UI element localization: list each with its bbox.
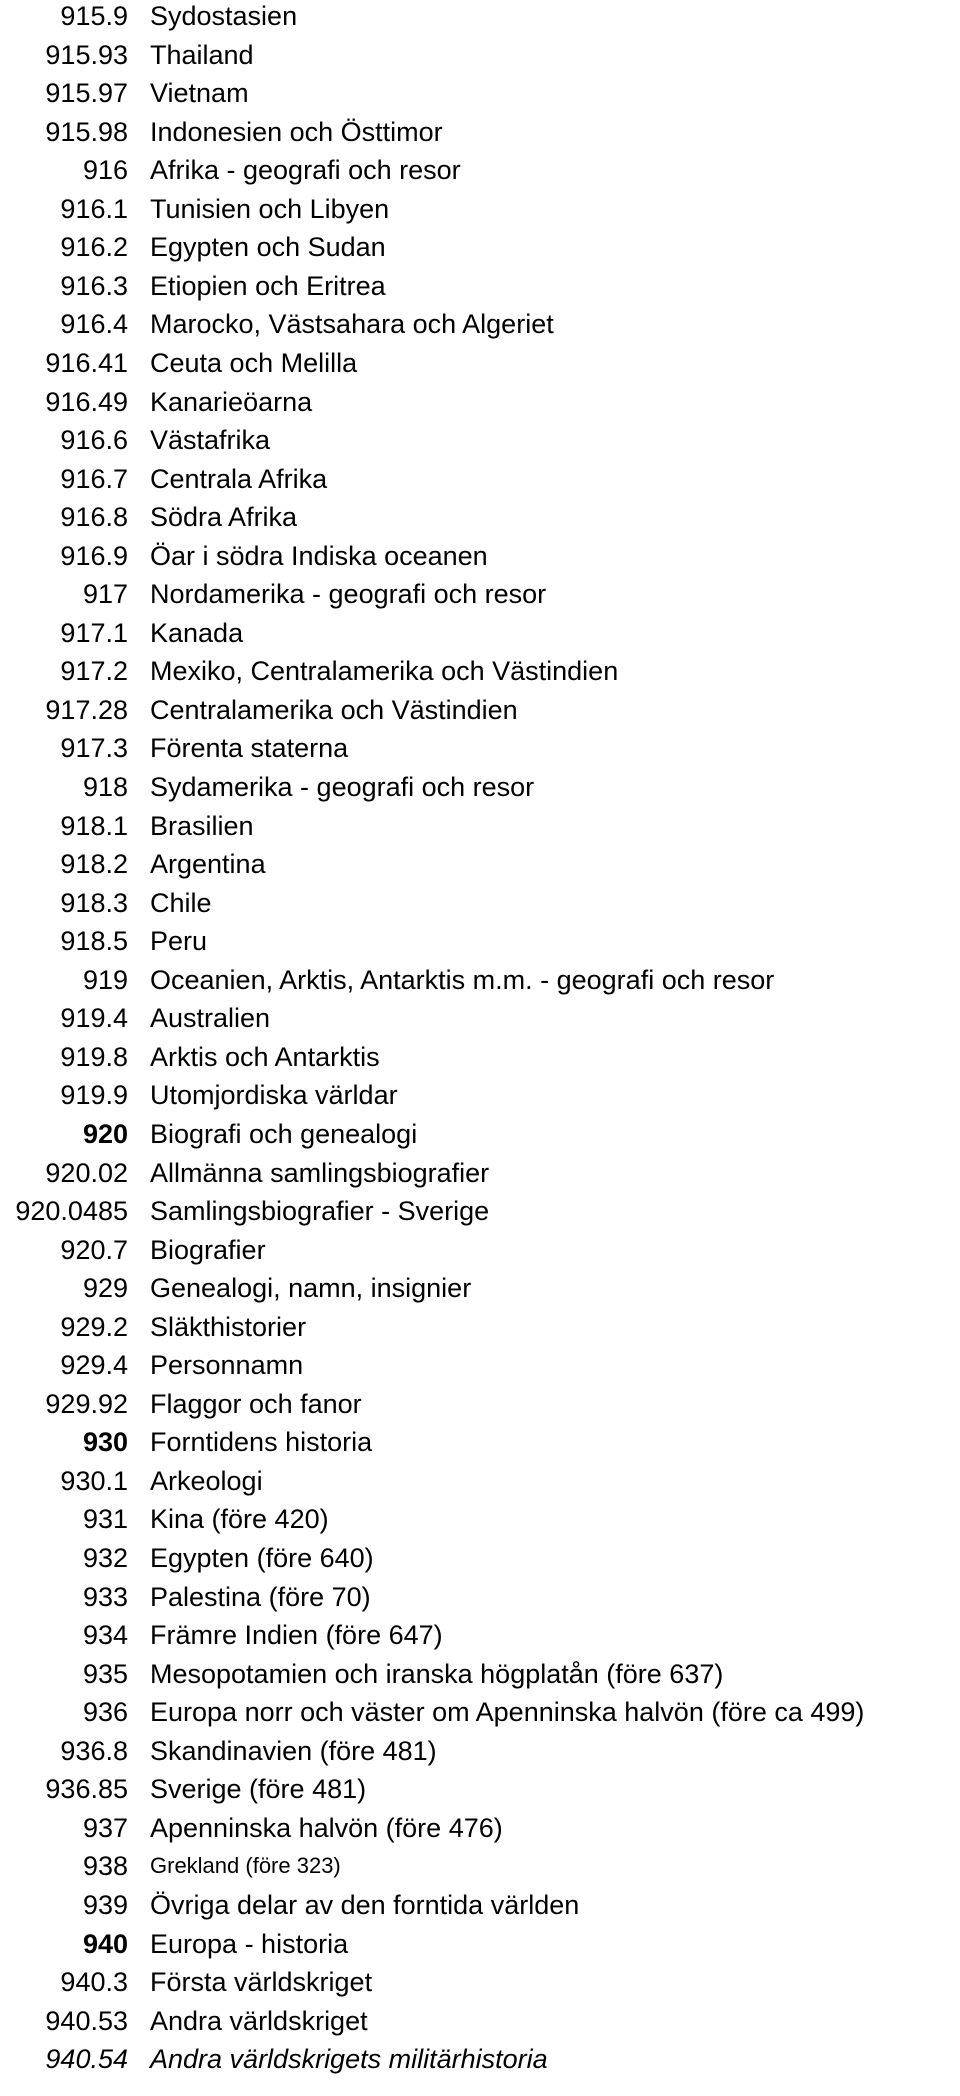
list-item [0, 113, 960, 151]
classification-label: Flaggor och fanor [150, 1388, 362, 1419]
classification-code: 930.1 [60, 1465, 128, 1496]
list-item [0, 1655, 960, 1693]
classification-label: Arkeologi [150, 1465, 263, 1496]
list-item [0, 1809, 960, 1847]
list-item [0, 1192, 960, 1230]
classification-label: Europa norr och väster om Apenninska halvön (före ca 499) [150, 1697, 865, 1728]
classification-code: 915.97 [45, 78, 128, 109]
list-item [0, 498, 960, 536]
classification-code: 916.7 [60, 463, 128, 494]
list-item [0, 421, 960, 459]
classification-code: 915.9 [60, 1, 128, 31]
list-item [0, 768, 960, 806]
classification-label: Indonesien och Östtimor [150, 116, 443, 147]
list-item [0, 1578, 960, 1616]
list-item [0, 1886, 960, 1924]
list-item [0, 1616, 960, 1654]
list-item [0, 228, 960, 266]
list-item [0, 845, 960, 883]
classification-code: 936.8 [60, 1735, 128, 1766]
classification-label: Etiopien och Eritrea [150, 270, 386, 301]
classification-code: 931 [82, 1504, 128, 1535]
classification-label: Allmänna samlingsbiografier [150, 1157, 490, 1188]
classification-label: Sydostasien [150, 1, 298, 31]
classification-label: Nordamerika - geografi och resor [150, 579, 547, 610]
classification-code: 915.93 [45, 39, 128, 70]
list-item [0, 0, 960, 35]
list-item [0, 1462, 960, 1500]
classification-code: 919.9 [60, 1080, 128, 1111]
classification-code: 936 [82, 1697, 128, 1728]
classification-label: Södra Afrika [150, 502, 298, 533]
classification-code: 916 [82, 155, 128, 186]
classification-code: 932 [82, 1543, 128, 1573]
list-item [0, 267, 960, 305]
classification-label: Övriga delar av den forntida världen [150, 1889, 580, 1920]
classification-code: 916.8 [60, 502, 128, 533]
classification-code: 918.3 [60, 887, 128, 918]
classification-code: 916.2 [60, 232, 128, 263]
classification-label: Kina (före 420) [150, 1504, 329, 1535]
list-item [0, 36, 960, 74]
list-item [0, 344, 960, 382]
classification-label: Egypten och Sudan [150, 232, 386, 263]
classification-code: 935 [82, 1658, 128, 1689]
list-item [0, 1732, 960, 1770]
classification-code: 920.0485 [15, 1196, 128, 1227]
classification-label: Oceanien, Arktis, Antarktis m.m. - geografi och resor [150, 964, 775, 995]
list-item [0, 1038, 960, 1076]
classification-code: 933 [82, 1581, 128, 1612]
classification-label: Andra världskrigets militärhistoria [150, 2044, 548, 2075]
classification-code: 916.1 [60, 193, 128, 224]
list-item [0, 1076, 960, 1114]
classification-label: Skandinavien (före 481) [150, 1735, 437, 1766]
classification-label: Palestina (före 70) [150, 1581, 371, 1612]
classification-label: Afrika - geografi och resor [150, 155, 461, 186]
classification-code: 920.02 [45, 1157, 128, 1188]
classification-label: Genealogi, namn, insignier [150, 1273, 472, 1304]
classification-label: Kanarieöarna [150, 386, 313, 417]
classification-code: 916.6 [60, 425, 128, 456]
classification-label: Marocko, Västsahara och Algeriet [150, 309, 554, 340]
list-item [0, 1385, 960, 1423]
classification-code: 920 [82, 1118, 128, 1149]
classification-code: 918.5 [60, 926, 128, 957]
classification-code: 919.4 [60, 1003, 128, 1034]
classification-label: Första världskriget [150, 1967, 373, 1998]
classification-label: Främre Indien (före 647) [150, 1620, 443, 1651]
list-item [0, 305, 960, 343]
classification-code: 917 [82, 579, 128, 610]
list-item [0, 575, 960, 613]
classification-label: Kanada [150, 617, 244, 648]
classification-code: 919 [82, 964, 128, 995]
classification-code: 916.49 [45, 386, 128, 417]
list-item [0, 1231, 960, 1269]
classification-code: 929.2 [60, 1311, 128, 1342]
classification-label: Mexiko, Centralamerika och Västindien [150, 656, 619, 687]
classification-label: Forntidens historia [150, 1427, 373, 1458]
classification-code: 929 [82, 1273, 128, 1304]
classification-label: Mesopotamien och iranska högplatån (före 637) [150, 1658, 724, 1689]
classification-label: Thailand [150, 39, 254, 70]
classification-label: Biografi och genealogi [150, 1118, 418, 1149]
classification-code: 940 [82, 1928, 128, 1959]
classification-label: Sydamerika - geografi och resor [150, 772, 535, 802]
list-item [0, 614, 960, 652]
list-item [0, 1500, 960, 1538]
list-item [0, 460, 960, 498]
classification-label: Argentina [150, 849, 266, 880]
classification-label: Förenta staterna [150, 733, 349, 764]
list-item [0, 383, 960, 421]
classification-code: 916.4 [60, 309, 128, 340]
classification-label: Vietnam [150, 78, 249, 109]
list-item [0, 537, 960, 575]
classification-label: Centrala Afrika [150, 463, 328, 494]
classification-code: 918.2 [60, 849, 128, 880]
list-item [0, 1154, 960, 1192]
classification-code: 917.28 [45, 694, 128, 725]
list-item [0, 1925, 960, 1963]
list-item [0, 691, 960, 729]
classification-label: Utomjordiska världar [150, 1080, 398, 1111]
classification-code: 919.8 [60, 1041, 128, 1072]
classification-label: Andra världskriget [150, 2005, 368, 2036]
classification-code: 918.1 [60, 810, 128, 841]
classification-code: 936.85 [45, 1774, 128, 1805]
list-item [0, 1423, 960, 1461]
classification-code: 940.54 [45, 2044, 128, 2075]
classification-label: Chile [150, 887, 212, 918]
classification-code: 917.2 [60, 656, 128, 687]
list-item [0, 1269, 960, 1307]
list-item [0, 1963, 960, 2001]
classification-label: Biografier [150, 1234, 266, 1265]
classification-label: Arktis och Antarktis [150, 1041, 380, 1072]
list-item [0, 1847, 960, 1885]
classification-code: 916.9 [60, 540, 128, 571]
classification-label: Apenninska halvön (före 476) [150, 1812, 503, 1843]
list-item [0, 2002, 960, 2040]
classification-label: Brasilien [150, 810, 254, 841]
classification-code: 918 [82, 772, 128, 802]
classification-code: 929.92 [45, 1388, 128, 1419]
classification-code: 916.3 [60, 270, 128, 301]
classification-label: Västafrika [150, 425, 271, 456]
classification-label: Ceuta och Melilla [150, 347, 358, 378]
list-item [0, 1346, 960, 1384]
list-item [0, 1115, 960, 1153]
list-item [0, 884, 960, 922]
list-item [0, 961, 960, 999]
list-item [0, 2040, 960, 2078]
classification-label: Samlingsbiografier - Sverige [150, 1196, 490, 1227]
classification-label: Öar i södra Indiska oceanen [150, 540, 488, 571]
list-item [0, 922, 960, 960]
classification-label: Peru [150, 926, 208, 957]
list-item [0, 74, 960, 112]
classification-code: 917.3 [60, 733, 128, 764]
classification-label: Centralamerika och Västindien [150, 694, 518, 725]
list-item [0, 729, 960, 767]
list-item [0, 1770, 960, 1808]
classification-label: Australien [150, 1003, 271, 1034]
classification-code: 929.4 [60, 1350, 128, 1381]
list-item [0, 151, 960, 189]
classification-label: Tunisien och Libyen [150, 193, 390, 224]
classification-code: 938 [82, 1851, 128, 1882]
classification-label: Europa - historia [150, 1928, 349, 1959]
list-item [0, 1308, 960, 1346]
classification-code: 937 [82, 1812, 128, 1843]
classification-label: Egypten (före 640) [150, 1543, 374, 1573]
classification-label: Släkthistorier [150, 1311, 307, 1342]
classification-code: 920.7 [60, 1234, 128, 1265]
classification-code: 930 [82, 1427, 128, 1458]
classification-code: 939 [82, 1889, 128, 1920]
classification-code: 940.3 [60, 1967, 128, 1998]
classification-code: 917.1 [60, 617, 128, 648]
list-item [0, 999, 960, 1037]
list-item [0, 807, 960, 845]
classification-code: 915.98 [45, 116, 128, 147]
classification-label: Personnamn [150, 1350, 304, 1381]
classification-label: Grekland (före 323) [150, 1853, 341, 1879]
classification-code: 916.41 [45, 347, 128, 378]
classification-label: Sverige (före 481) [150, 1774, 367, 1805]
list-item [0, 1539, 960, 1577]
list-item [0, 1693, 960, 1731]
classification-code: 940.53 [45, 2005, 128, 2036]
list-item [0, 652, 960, 690]
classification-code: 934 [82, 1620, 128, 1651]
list-item [0, 190, 960, 228]
